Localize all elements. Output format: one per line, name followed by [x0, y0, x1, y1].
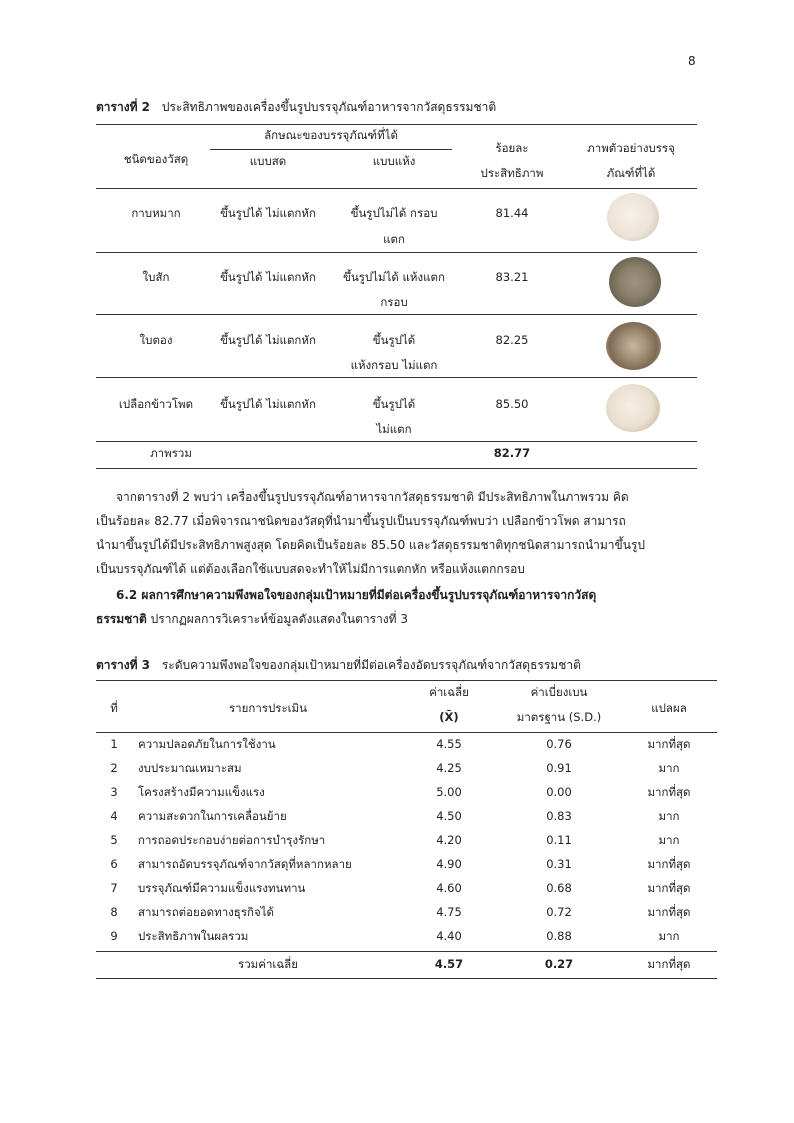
- table3-row7-meaning: มากที่สุด: [647, 881, 691, 895]
- table3-row9-mean: 4.40: [436, 929, 462, 943]
- table3-header-no: ที่: [110, 701, 118, 715]
- table2-row1-dry-1: ขึ้นรูปไม่ได้ กรอบ: [350, 206, 438, 220]
- table2-header-dry: แบบแห้ง: [372, 154, 416, 168]
- table3-total-meaning: มากที่สุด: [647, 957, 691, 971]
- table3-row1-sd: 0.76: [546, 737, 572, 751]
- table3-row5-meaning: มาก: [658, 833, 680, 847]
- paragraph-line: เป็นบรรจุภัณฑ์ได้ แต่ต้องเลือกใช้แบบสดจะทำให้ไม่มีการแตกหัก หรือแห้งแตกกรอบ: [96, 562, 525, 576]
- table3-row3-meaning: มากที่สุด: [647, 785, 691, 799]
- table2-row3-percent: 82.25: [495, 333, 529, 347]
- section-heading-line1: 6.2 ผลการศึกษาความพึงพอใจของกลุ่มเป้าหมายที่มีต่อเครื่องขึ้นรูปบรรจุภัณฑ์อาหารจากวัสดุ: [116, 588, 597, 602]
- table2-row2-material: ใบสัก: [142, 270, 170, 284]
- table2-row4-fresh: ขึ้นรูปได้ ไม่แตกหัก: [220, 397, 316, 411]
- table3-row9-item: ประสิทธิภาพในผลรวม: [138, 929, 249, 943]
- table3-row1-meaning: มากที่สุด: [647, 737, 691, 751]
- table3-row4-item: ความสะดวกในการเคลื่อนย้าย: [138, 809, 287, 823]
- table2-header-material: ชนิดของวัสดุ: [123, 152, 189, 166]
- table2-row2-percent: 83.21: [495, 270, 529, 284]
- table3-row9-meaning: มาก: [658, 929, 680, 943]
- table3-row8-no: 8: [110, 905, 118, 919]
- table2-bottom-rule: [96, 468, 697, 469]
- corn-husk-plate-image: [606, 384, 660, 432]
- banana-leaf-plate-image: [606, 322, 661, 370]
- table3-row3-item: โครงสร้างมีความแข็งแรง: [138, 785, 265, 799]
- table3-row2-meaning: มาก: [658, 761, 680, 775]
- paragraph-line: เป็นร้อยละ 82.77 เมื่อพิจารณาชนิดของวัสดุที่นำมาขึ้นรูปเป็นบรรจุภัณฑ์พบว่า เปลือกข้าวโพด สามารถ: [96, 514, 626, 528]
- table3-row5-mean: 4.20: [436, 833, 462, 847]
- paragraph-line: จากตารางที่ 2 พบว่า เครื่องขึ้นรูปบรรจุภัณฑ์อาหารจากวัสดุธรรมชาติ มีประสิทธิภาพในภาพรวม คิด: [116, 490, 629, 504]
- table3-header-mean-1: ค่าเฉลี่ย: [429, 685, 469, 699]
- table2-row4-material: เปลือกข้าวโพด: [118, 397, 194, 411]
- table3-row1-no: 1: [110, 737, 118, 751]
- table3-row6-mean: 4.90: [436, 857, 462, 871]
- table3-row6-sd: 0.31: [546, 857, 572, 871]
- table2-header-characteristics: ลักษณะของบรรจุภัณฑ์ที่ได้: [264, 128, 398, 142]
- table3-row2-mean: 4.25: [436, 761, 462, 775]
- table3-header-item: รายการประเมิน: [229, 701, 307, 715]
- section-heading-rest: ปรากฏผลการวิเคราะห์ข้อมูลดังแสดงในตารางที่ 3: [146, 612, 409, 626]
- table3-header-sd-2: มาตรฐาน (S.D.): [516, 710, 602, 724]
- table3-caption-text: ระดับความพึงพอใจของกลุ่มเป้าหมายที่มีต่อเครื่องอัดบรรจุภัณฑ์จากวัสดุธรรมชาติ: [161, 658, 581, 672]
- table3-row1-item: ความปลอดภัยในการใช้งาน: [138, 737, 276, 751]
- table3-total-rule: [96, 951, 717, 952]
- section-6-2-heading: [96, 583, 700, 631]
- table2-row4-dry-1: ขึ้นรูปได้: [372, 397, 416, 411]
- paragraph-table2-summary: [96, 485, 700, 581]
- table3-row4-mean: 4.50: [436, 809, 462, 823]
- table2-caption-label: ตารางที่ 2: [96, 100, 151, 114]
- table3-row4-sd: 0.83: [546, 809, 572, 823]
- table3-row8-sd: 0.72: [546, 905, 572, 919]
- table3-row7-sd: 0.68: [546, 881, 572, 895]
- paragraph-line: นำมาขึ้นรูปได้มีประสิทธิภาพสูงสุด โดยคิดเป็นร้อยละ 85.50 และวัสดุธรรมชาติทุกชนิดสามารถนำมาขึ้นรูป: [96, 538, 645, 552]
- table3-row5-no: 5: [110, 833, 118, 847]
- table3-row3-no: 3: [110, 785, 118, 799]
- areca-sheath-plate-image: [607, 193, 659, 241]
- table3-row7-no: 7: [110, 881, 118, 895]
- table3-row6-no: 6: [110, 857, 118, 871]
- table3-row2-item: งบประมาณเหมาะสม: [138, 761, 242, 775]
- table2-overall-label: ภาพรวม: [150, 446, 192, 460]
- table2-row3-dry-1: ขึ้นรูปได้: [372, 333, 416, 347]
- table2-row1-dry-2: แตก: [383, 232, 405, 246]
- table2-header-percent-2: ประสิทธิภาพ: [480, 166, 544, 180]
- table3-row9-sd: 0.88: [546, 929, 572, 943]
- table3-row2-no: 2: [110, 761, 118, 775]
- table3-caption: [96, 656, 581, 675]
- table3-row3-mean: 5.00: [436, 785, 462, 799]
- section-heading-bold: ธรรมชาติ: [96, 612, 147, 626]
- table2-header-fresh: แบบสด: [249, 154, 287, 168]
- table2-row4-percent: 85.50: [495, 397, 529, 411]
- table2-row3-material: ใบตอง: [139, 333, 173, 347]
- table2-row2-fresh: ขึ้นรูปได้ ไม่แตกหัก: [220, 270, 316, 284]
- table3-total-sd: 0.27: [544, 957, 574, 971]
- table3-header-mean-2: (X̄): [439, 710, 459, 724]
- table3-row5-sd: 0.11: [546, 833, 572, 847]
- table3-bottom-rule: [96, 978, 717, 979]
- table2-row4-dry-2: ไม่แตก: [376, 422, 412, 436]
- table3-row6-meaning: มากที่สุด: [647, 857, 691, 871]
- table2-header-sample-1: ภาพตัวอย่างบรรจุ: [587, 141, 675, 155]
- table2-overall-value: 82.77: [493, 446, 531, 460]
- table2-row3-fresh: ขึ้นรูปได้ ไม่แตกหัก: [220, 333, 316, 347]
- table3-row8-item: สามารถต่อยอดทางธุรกิจได้: [138, 905, 274, 919]
- table2-row1-fresh: ขึ้นรูปได้ ไม่แตกหัก: [220, 206, 316, 220]
- table3-row4-no: 4: [110, 809, 118, 823]
- table2-row3-rule: [96, 377, 697, 378]
- table3-header-sd-1: ค่าเบี่ยงเบน: [530, 685, 588, 699]
- table3-row4-meaning: มาก: [658, 809, 680, 823]
- table3-total-label: รวมค่าเฉลี่ย: [238, 957, 298, 971]
- table3-row5-item: การถอดประกอบง่ายต่อการบำรุงรักษา: [138, 833, 326, 847]
- table3-row6-item: สามารถอัดบรรจุภัณฑ์จากวัสดุที่หลากหลาย: [138, 857, 352, 871]
- table2-row2-dry-2: กรอบ: [380, 295, 408, 309]
- table2-row1-rule: [96, 252, 697, 253]
- table2-caption: [96, 98, 496, 117]
- table3-row3-sd: 0.00: [546, 785, 572, 799]
- table2-row2-rule: [96, 314, 697, 315]
- page-number: 8: [688, 54, 696, 68]
- table3-row8-mean: 4.75: [436, 905, 462, 919]
- table3-header-meaning: แปลผล: [651, 701, 687, 715]
- teak-leaf-plate-image: [609, 257, 661, 307]
- table3-row8-meaning: มากที่สุด: [647, 905, 691, 919]
- table2-row1-material: กาบหมาก: [131, 206, 181, 220]
- table2-header-rule: [96, 188, 697, 189]
- table2-row2-dry-1: ขึ้นรูปไม่ได้ แห้งแตก: [343, 270, 445, 284]
- table3-caption-label: ตารางที่ 3: [96, 658, 151, 672]
- table3-row2-sd: 0.91: [546, 761, 572, 775]
- table3-row1-mean: 4.55: [436, 737, 462, 751]
- table2-row1-percent: 81.44: [495, 206, 529, 220]
- table2-row3-dry-2: แห้งกรอบ ไม่แตก: [350, 358, 438, 372]
- table3-row9-no: 9: [110, 929, 118, 943]
- table3-row7-mean: 4.60: [436, 881, 462, 895]
- table3-total-mean: 4.57: [434, 957, 464, 971]
- table2-header-percent-1: ร้อยละ: [495, 141, 529, 155]
- table2-caption-text: ประสิทธิภาพของเครื่องขึ้นรูปบรรจุภัณฑ์อาหารจากวัสดุธรรมชาติ: [161, 100, 497, 114]
- table2-header-sample-2: ภัณฑ์ที่ได้: [606, 166, 656, 180]
- table3-row7-item: บรรจุภัณฑ์มีความแข็งแรงทนทาน: [138, 881, 306, 895]
